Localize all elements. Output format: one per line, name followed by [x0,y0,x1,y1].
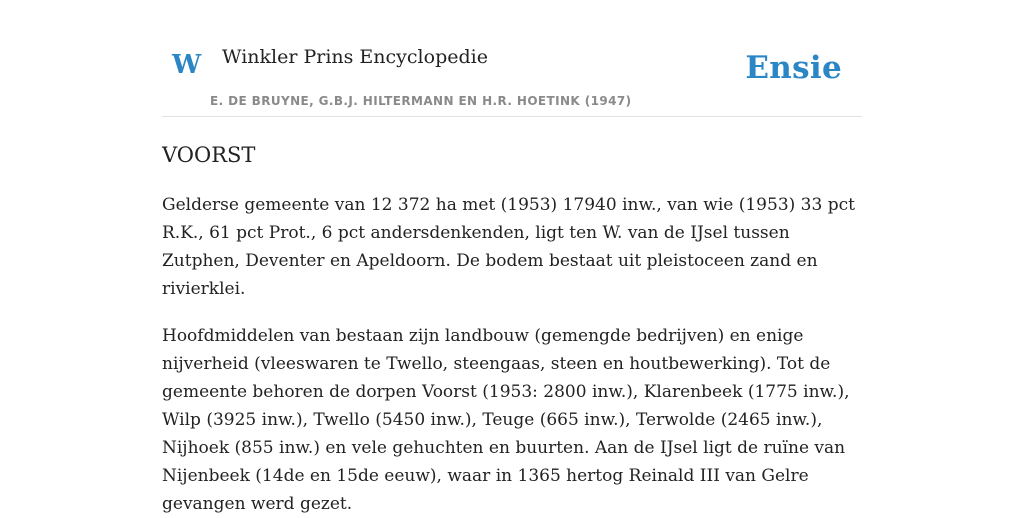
header [162,0,862,117]
article-paragraph-2: Hoofdmiddelen van bestaan zijn landbouw (gemengde bedrijven) en enige nijverheid (vleeswaren te Twello, steengaas, steen en houtbewerking). Tot de gemeente behoren de dorpen Voorst (1953: 2800 inw.), Klarenbeek (1775 inw.), Wilp (3925 inw.), Twello (5450 inw.), Teuge (665 inw.), Terwolde (2465 inw.), Nijhoek (855 inw.) en vele gehuchten en buurten. Aan de IJsel ligt de ruïne van Nijenbeek (14de en 15de eeuw), waar in 1365 hertog Reinald III van Gelre gevangen werd gezet. [162,326,850,515]
page [162,0,862,518]
article-title: VOORST [162,143,256,167]
winkler-prins-logo-icon[interactable]: W [172,50,202,80]
article-paragraph-1: Gelderse gemeente van 12 372 ha met (1953) 17940 inw., van wie (1953) 33 pct R.K., 61 pct Prot., 6 pct andersdenkenden, ligt ten W. van de IJsel tussen Zutphen, Deventer en Apeldoorn. De bodem bestaat uit pleistoceen zand en rivierklei. [162,195,855,300]
authors-line: E. DE BRUYNE, G.B.J. HILTERMANN EN H.R. HOETINK (1947) [210,94,632,108]
encyclopedia-title[interactable]: Winkler Prins Encyclopedie [222,46,488,68]
article [162,142,862,518]
ensie-logo[interactable]: Ensie [745,50,842,86]
